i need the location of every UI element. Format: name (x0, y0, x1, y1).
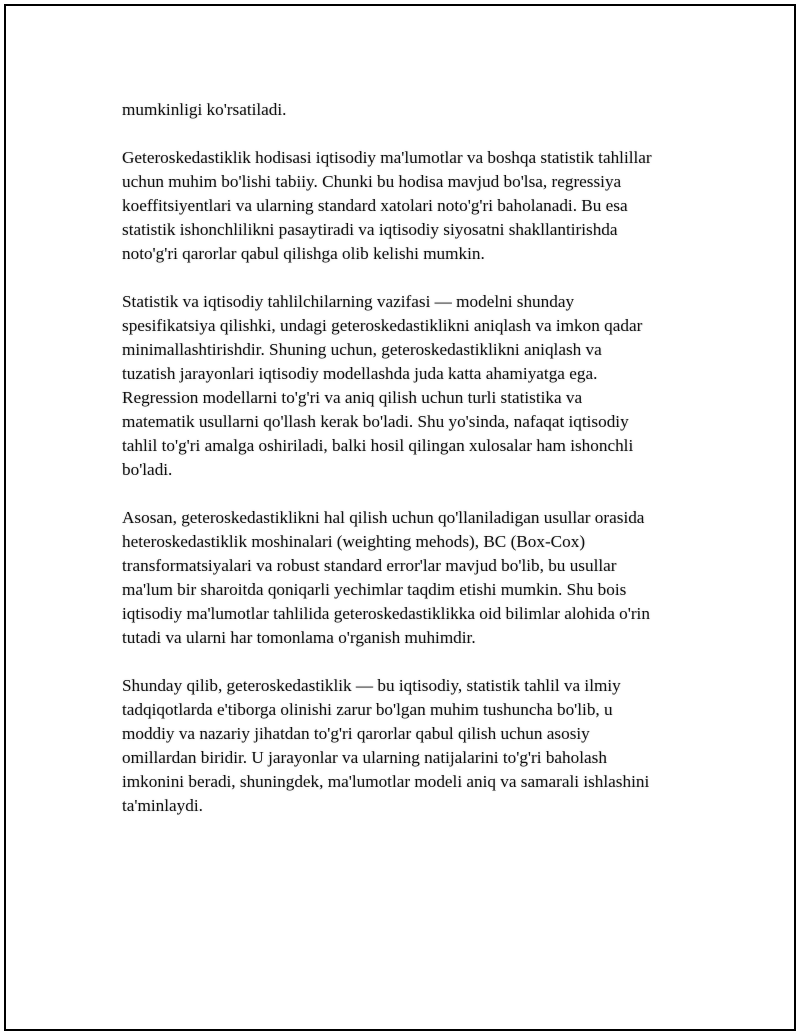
text-line: iqtisodiy ma'lumotlar tahlilida geteroskedastiklikka oid bilimlar alohida o'rin (122, 604, 650, 623)
text-line: koeffitsiyentlari va ularning standard xatolari noto'g'ri baholanadi. Bu esa (122, 196, 628, 215)
text-line: ta'minlaydi. (122, 796, 203, 815)
text-line: Regression modellarni to'g'ri va aniq qilish uchun turli statistika va (122, 388, 583, 407)
text-line: uchun muhim bo'lishi tabiiy. Chunki bu hodisa mavjud bo'lsa, regressiya (122, 172, 622, 191)
text-line: ma'lum bir sharoitda qoniqarli yechimlar taqdim etishi mumkin. Shu bois (122, 580, 627, 599)
paragraph-3 (122, 290, 702, 482)
text-line: matematik usullarni qo'llash kerak bo'ladi. Shu yo'sinda, nafaqat iqtisodiy (122, 412, 629, 431)
text-line: tahlil to'g'ri amalga oshiriladi, balki hosil qilingan xulosalar ham ishonchli (122, 436, 634, 455)
text-line: Statistik va iqtisodiy tahlilchilarning vazifasi — modelni shunday (122, 292, 575, 311)
text-line: mumkinligi ko'rsatiladi. (122, 100, 287, 119)
paragraph-1 (122, 98, 702, 122)
text-line: Shunday qilib, geteroskedastiklik — bu iqtisodiy, statistik tahlil va ilmiy (122, 676, 621, 695)
text-line: moddiy va nazariy jihatdan to'g'ri qarorlar qabul qilish uchun asosiy (122, 724, 590, 743)
text-line: statistik ishonchlilikni pasaytiradi va iqtisodiy siyosatni shakllantirishda (122, 220, 618, 239)
document-body (122, 98, 702, 842)
page-frame (4, 4, 796, 1031)
text-line: heteroskedastiklik moshinalari (weighting mehods), BC (Box-Cox) (122, 532, 586, 551)
text-line: transformatsiyalari va robust standard error'lar mavjud bo'lib, bu usullar (122, 556, 617, 575)
text-line: bo'ladi. (122, 460, 173, 479)
paragraph-2 (122, 146, 702, 266)
paragraph-5 (122, 674, 702, 818)
text-line: spesifikatsiya qilishki, undagi geteroskedastiklikni aniqlash va imkon qadar (122, 316, 643, 335)
text-line: tuzatish jarayonlari iqtisodiy modellashda juda katta ahamiyatga ega. (122, 364, 598, 383)
text-line: omillardan biridir. U jarayonlar va ularning natijalarini to'g'ri baholash (122, 748, 607, 767)
text-line: tutadi va ularni har tomonlama o'rganish muhimdir. (122, 628, 476, 647)
paragraph-4 (122, 506, 702, 650)
text-line: Asosan, geteroskedastiklikni hal qilish uchun qo'llaniladigan usullar orasida (122, 508, 645, 527)
text-line: minimallashtirishdir. Shuning uchun, geteroskedastiklikni aniqlash va (122, 340, 602, 359)
text-line: Geteroskedastiklik hodisasi iqtisodiy ma'lumotlar va boshqa statistik tahlillar (122, 148, 652, 167)
text-line: noto'g'ri qarorlar qabul qilishga olib kelishi mumkin. (122, 244, 485, 263)
text-line: tadqiqotlarda e'tiborga olinishi zarur bo'lgan muhim tushuncha bo'lib, u (122, 700, 613, 719)
text-line: imkonini beradi, shuningdek, ma'lumotlar modeli aniq va samarali ishlashini (122, 772, 650, 791)
